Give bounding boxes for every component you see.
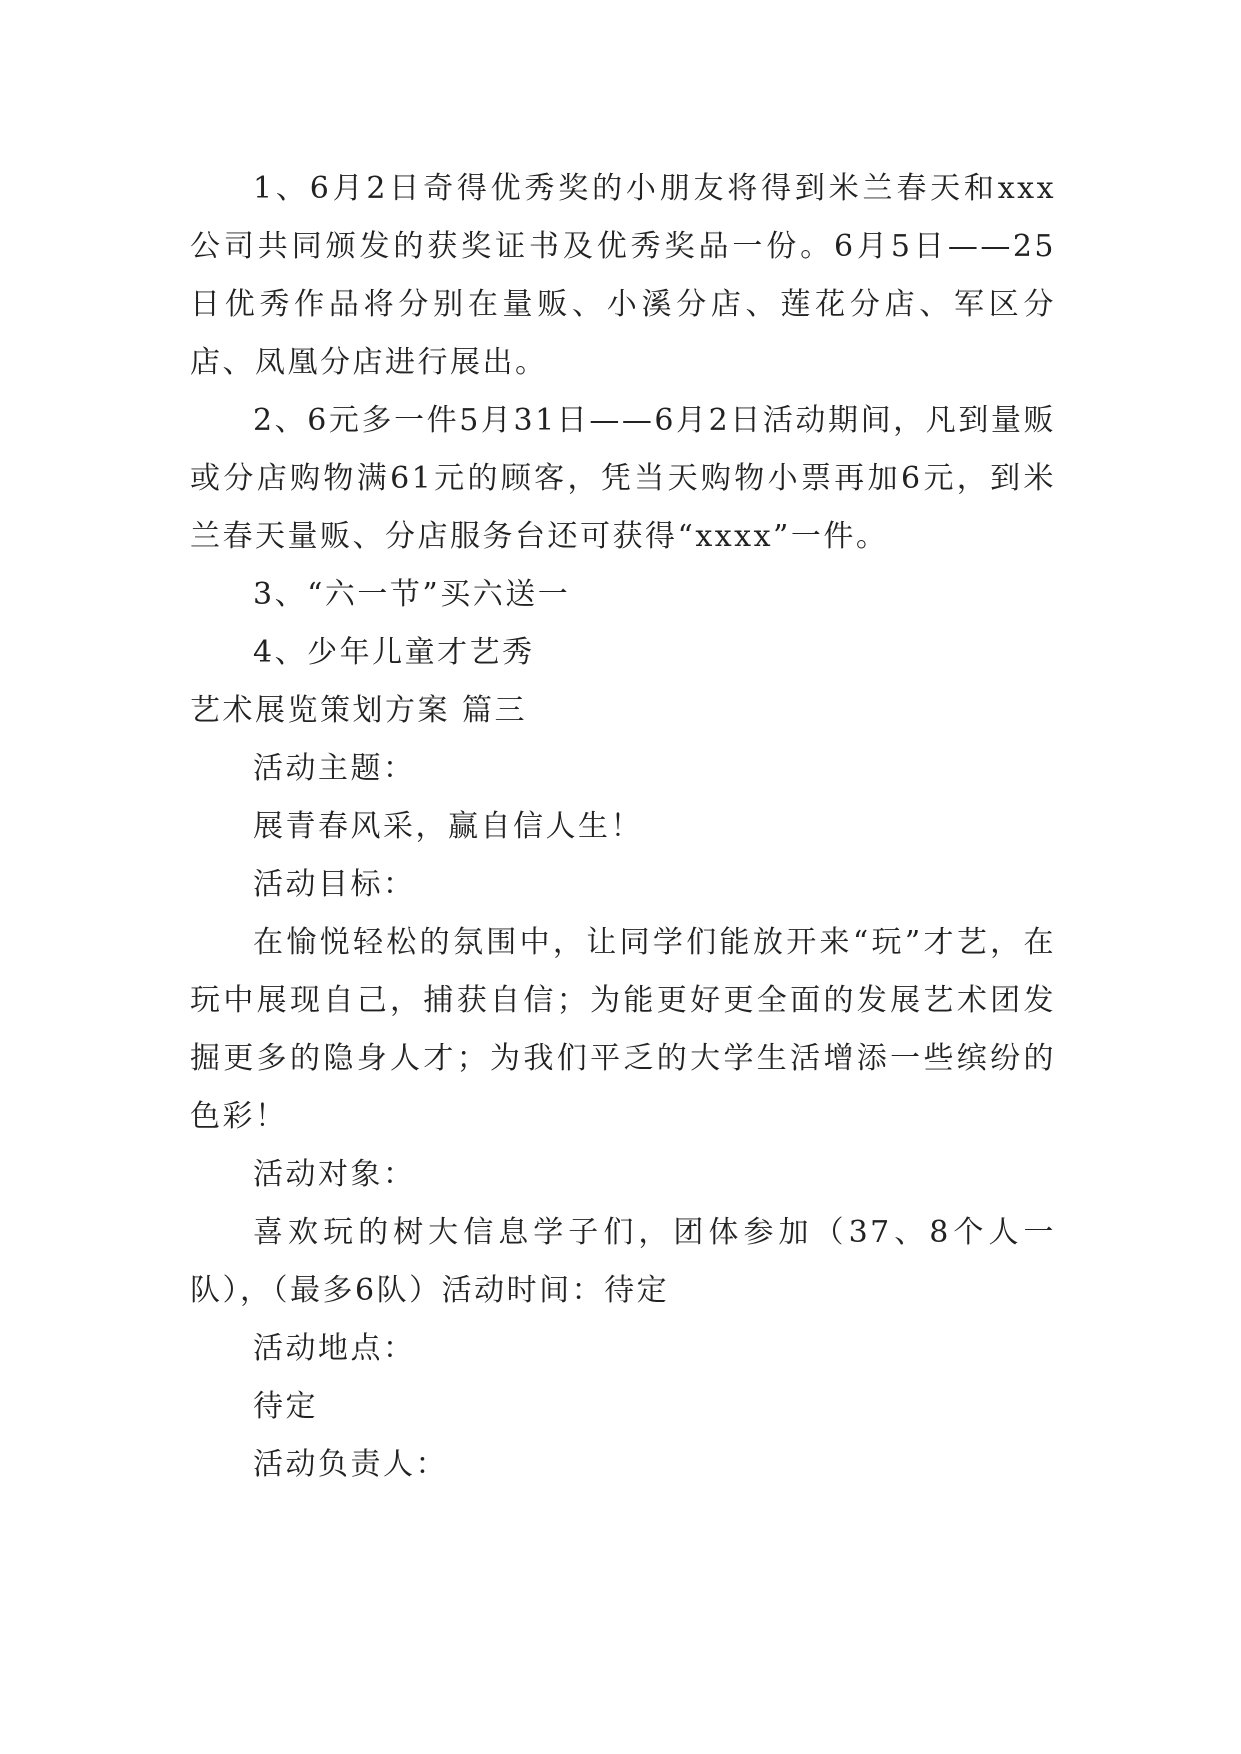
section-heading: 艺术展览策划方案 篇三	[190, 693, 528, 728]
document-body	[190, 160, 1056, 1494]
label-activity-location: 活动地点：	[253, 1331, 416, 1366]
paragraph-award: 1、6月2日奇得优秀奖的小朋友将得到米兰春天和xxx公司共同颁发的获奖证书及优秀奖品一份。6月5日——25日优秀作品将分别在量贩、小溪分店、莲花分店、军区分店、凤凰分店进行展出。	[190, 171, 1056, 380]
label-activity-goal: 活动目标：	[253, 867, 416, 902]
label-activity-target: 活动对象：	[253, 1157, 416, 1192]
text-activity-goal: 在愉悦轻松的氛围中，让同学们能放开来“玩”才艺，在玩中展现自己，捕获自信；为能更好更全面的发展艺术团发掘更多的隐身人才；为我们平乏的大学生活增添一些缤纷的色彩！	[190, 925, 1056, 1134]
paragraph-buy-six-get-one: 3、“六一节”买六送一	[253, 577, 571, 612]
paragraph-promotion: 2、6元多一件5月31日——6月2日活动期间，凡到量贩或分店购物满61元的顾客，凭当天购物小票再加6元，到米兰春天量贩、分店服务台还可获得“xxxx”一件。	[190, 403, 1056, 554]
text-activity-location: 待定	[253, 1389, 318, 1424]
paragraph-talent-show: 4、少年儿童才艺秀	[253, 635, 535, 670]
label-activity-theme: 活动主题：	[253, 751, 416, 786]
text-activity-target: 喜欢玩的树大信息学子们，团体参加（37、8个人一队），（最多6队）活动时间：待定	[190, 1215, 1056, 1308]
label-activity-owner: 活动负责人：	[253, 1447, 448, 1482]
text-activity-theme: 展青春风采，赢自信人生！	[253, 809, 643, 844]
